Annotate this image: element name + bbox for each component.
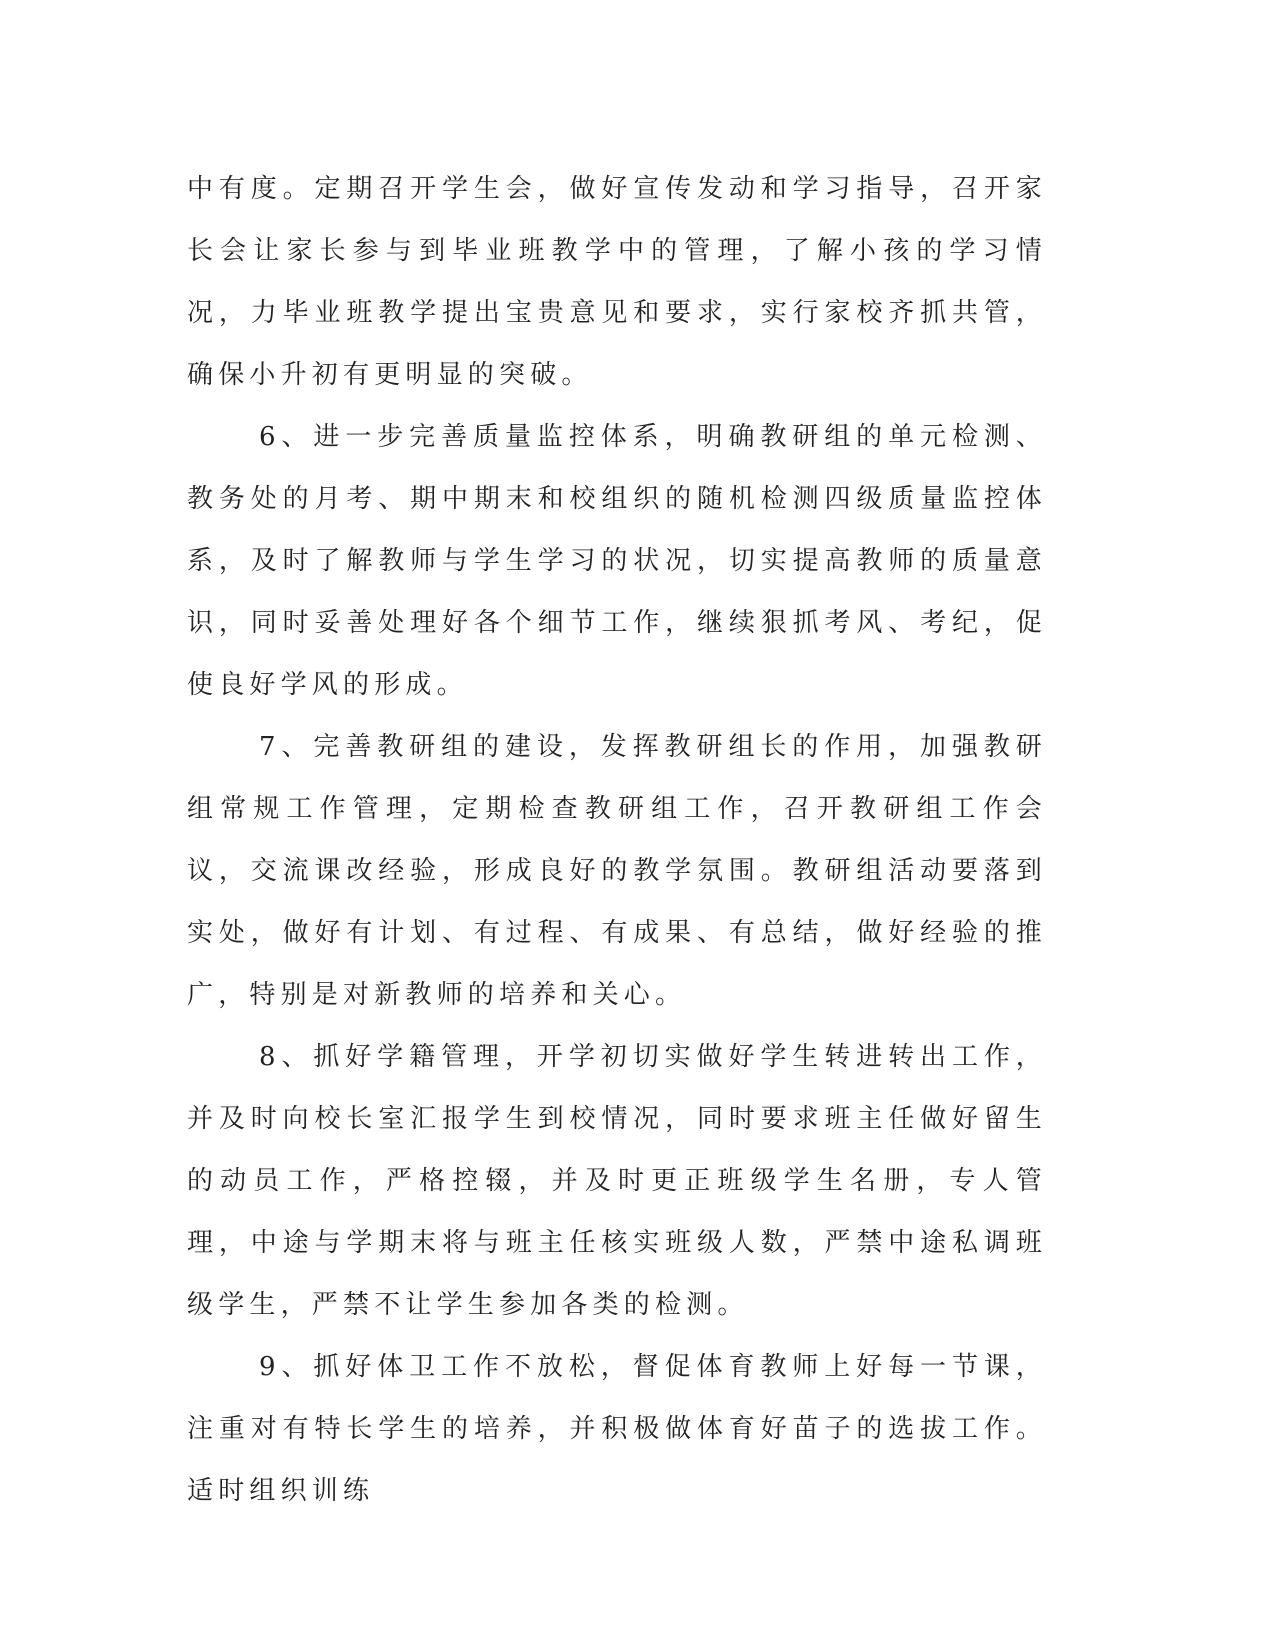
document-body	[187, 158, 1047, 1522]
paragraph-item-6: 6、进一步完善质量监控体系，明确教研组的单元检测、教务处的月考、期中期末和校组织的随机检测四级质量监控体系，及时了解教师与学生学习的状况，切实提高教师的质量意识，同时妥善处理好各个细节工作，继续狠抓考风、考纪，促使良好学风的形成。	[187, 422, 1047, 700]
paragraph-continuation: 中有度。定期召开学生会，做好宣传发动和学习指导，召开家长会让家长参与到毕业班教学中的管理，了解小孩的学习情况，力毕业班教学提出宝贵意见和要求，实行家校齐抓共管，确保小升初有更明显的突破。	[187, 174, 1047, 390]
paragraph-item-9: 9、抓好体卫工作不放松，督促体育教师上好每一节课，注重对有特长学生的培养，并积极做体育好苗子的选拔工作。适时组织训练	[187, 1352, 1047, 1506]
paragraph-item-7: 7、完善教研组的建设，发挥教研组长的作用，加强教研组常规工作管理，定期检查教研组工作，召开教研组工作会议，交流课改经验，形成良好的教学氛围。教研组活动要落到实处，做好有计划、有过程、有成果、有总结，做好经验的推广，特别是对新教师的培养和关心。	[187, 732, 1047, 1010]
paragraph-item-8: 8、抓好学籍管理，开学初切实做好学生转进转出工作，并及时向校长室汇报学生到校情况，同时要求班主任做好留生的动员工作，严格控辍，并及时更正班级学生名册，专人管理，中途与学期末将与班主任核实班级人数，严禁中途私调班级学生，严禁不让学生参加各类的检测。	[187, 1042, 1047, 1320]
